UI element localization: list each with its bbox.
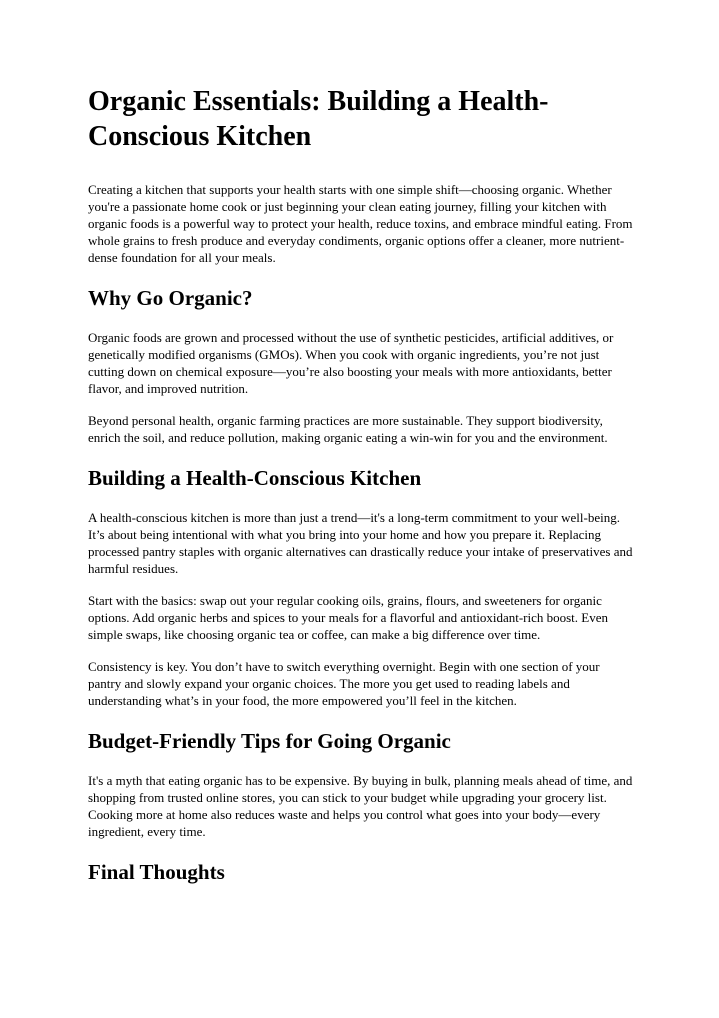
page-title: Organic Essentials: Building a Health-Conscious Kitchen: [88, 86, 549, 152]
paragraph: Beyond personal health, organic farming practices are more sustainable. They support biodiversity, enrich the soil, and reduce pollution, making organic eating a win-win for you and the environment.: [88, 413, 608, 445]
paragraph: It's a myth that eating organic has to be expensive. By buying in bulk, planning meals ahead of time, and shopping from trusted online stores, you can stick to your budget while upgrading your grocery list. Cooking more at home also reduces waste and helps you control what goes into your body—every ingredient, every time.: [88, 773, 633, 839]
paragraph: A health-conscious kitchen is more than just a trend—it's a long-term commitment to your well-being. It’s about being intentional with what you bring into your home and how you prepare it. Replacing processed pantry staples with organic alternatives can drastically reduce your intake of preservatives and harmful residues.: [88, 510, 633, 576]
section-heading-budget-tips: Budget-Friendly Tips for Going Organic: [88, 729, 451, 753]
section-heading-building-kitchen: Building a Health-Conscious Kitchen: [88, 466, 422, 490]
paragraph: Organic foods are grown and processed without the use of synthetic pesticides, artificial additives, or genetically modified organisms (GMOs). When you cook with organic ingredients, you’re not just cutting down on chemical exposure—you’re also boosting your meals with more antioxidants, better flavor, and improved nutrition.: [88, 330, 614, 396]
section-heading-final-thoughts: Final Thoughts: [88, 860, 225, 884]
intro-paragraph: Creating a kitchen that supports your health starts with one simple shift—choosing organic. Whether you're a passionate home cook or just beginning your clean eating journey, filling your kitchen with organic foods is a powerful way to protect your health, reduce toxins, and embrace mindful eating. From whole grains to fresh produce and everyday condiments, organic options offer a cleaner, more nutrient-dense foundation for all your meals.: [88, 182, 633, 265]
paragraph: Consistency is key. You don’t have to switch everything overnight. Begin with one section of your pantry and slowly expand your organic choices. The more you get used to reading labels and understanding what’s in your food, the more empowered you’ll feel in the kitchen.: [88, 659, 600, 708]
paragraph: Start with the basics: swap out your regular cooking oils, grains, flours, and sweeteners for organic options. Add organic herbs and spices to your meals for a flavorful and antioxidant-rich boost. Even simple swaps, like choosing organic tea or coffee, can make a big difference over time.: [88, 593, 608, 642]
document-page: [88, 84, 636, 903]
section-heading-why-go-organic: Why Go Organic?: [88, 286, 253, 310]
